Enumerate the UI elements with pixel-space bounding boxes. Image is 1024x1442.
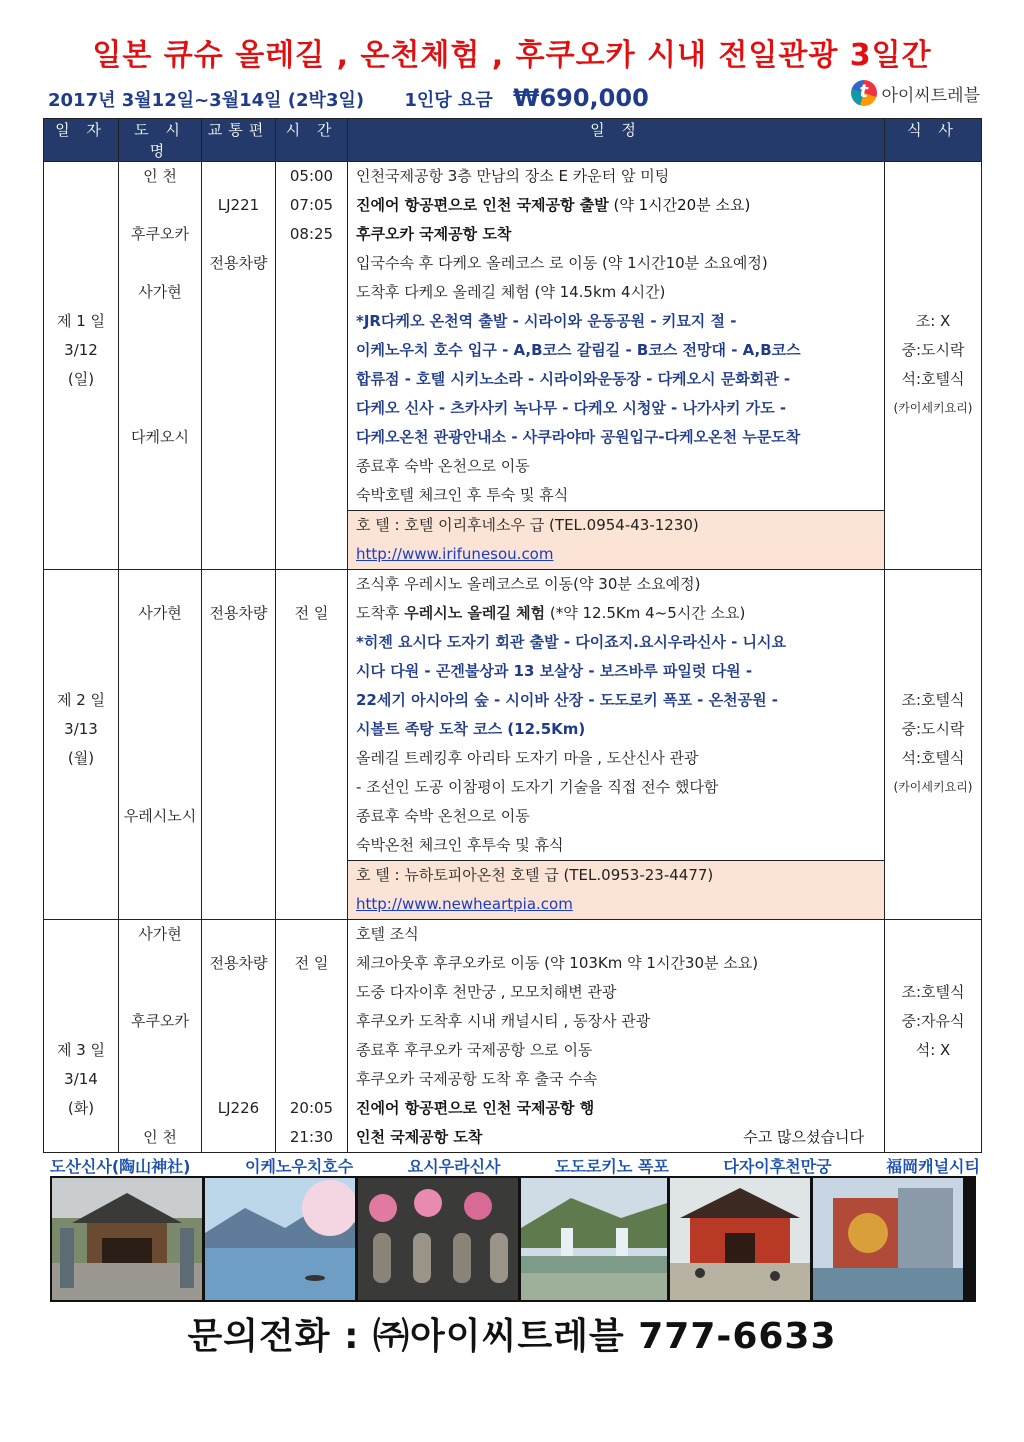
schedule-line [356,802,884,831]
city-cell-entry: 사가현 [138,604,182,622]
caption-canal-city: 福岡캐널시티 [886,1157,980,1176]
schedule-line [356,1094,884,1123]
company-logo [851,80,980,106]
schedule-line [356,949,884,978]
schedule-text: 체크아웃후 후쿠오카로 이동 (약 103Km 약 1시간30분 소요) [356,954,759,972]
col-header-schedule: 일 정 [348,119,885,162]
schedule-text: 진에어 항공편으로 인천 국제공항 출발 [356,196,609,214]
trip-info [48,84,663,112]
schedule-text: 입국수속 후 다케오 올레코스 로 이동 (약 1시간10분 소요예정) [356,254,768,272]
logo-text: 아이씨트레블 [881,85,980,106]
trip-dates: 2017년 3월12일~3월14일 (2박3일) [48,90,365,111]
schedule-text: 도중 다자이후 천만궁 , 모모치해변 관광 [356,983,617,1001]
schedule-text: 숙박호텔 체크인 후 투숙 및 휴식 [356,486,569,504]
schedule-text: 종료후 숙박 온천으로 이동 [356,807,530,825]
contact-phone[interactable]: 문의전화 : ㈜아이씨트레블 777-6633 [187,1316,837,1357]
city-cell-entry: 후쿠오카 [131,225,189,243]
schedule-text: 다케오온천 관광안내소 - 사쿠라야마 공원입구-다케오온천 누문도착 [356,428,801,446]
schedule-line [356,220,884,249]
schedule-line [356,657,884,686]
schedule-line [356,744,884,773]
time-cell-entry: 08:25 [289,225,334,243]
schedule-line [356,920,884,949]
day-label: 제 2 일 [56,691,106,709]
schedule-line [356,1007,884,1036]
day-label: (일) [67,370,95,388]
city-cell-entry: 사가현 [138,283,182,301]
schedule-text: 조식후 우레시노 올레코스로 이동(약 30분 소요예정) [356,575,701,593]
day-label-cell [44,920,119,1153]
schedule-line [356,452,884,481]
schedule-line [356,423,884,452]
meal-entry: 중:도시락 [901,341,965,359]
hotel-name: 호 텔 : 뉴하토피아온천 호텔 급 (TEL.0953-23-4477) [356,866,714,884]
photo-yoshiura-shrine [358,1178,518,1300]
col-header-transport: 교통편 [202,119,276,162]
transport-cell-entry: 전용차량 [209,254,268,272]
time-cell-entry: 05:00 [289,167,334,185]
hotel-info [348,860,884,919]
time-cell-entry: 20:05 [289,1099,334,1117]
city-cell-entry: 인 천 [143,167,177,185]
schedule-text: 진에어 항공편으로 인천 국제공항 행 [356,1099,595,1117]
meal-entry: 석:호텔식 [901,370,965,388]
city-cell-entry: 후쿠오카 [131,1012,189,1030]
col-header-city: 도 시 명 [119,119,202,162]
schedule-line [356,1065,884,1094]
meal-note: (카이세키요리) [893,401,973,415]
meal-entry: 중:자유식 [901,1012,965,1030]
table-header [44,119,982,162]
time-cell [276,570,348,920]
transport-cell-entry: 전용차량 [209,604,268,622]
col-header-meal: 식 사 [885,119,982,162]
caption-yoshiura-shrine: 요시우라신사 [407,1157,501,1176]
schedule-text: - 조선인 도공 이참평이 도자기 기술을 직접 전수 했다함 [356,778,719,796]
schedule-text: 후쿠오카 국제공항 도착 후 출국 수속 [356,1070,598,1088]
schedule-text: 숙박온천 체크인 후투숙 및 휴식 [356,836,564,854]
meal-entry: 조: X [915,312,951,330]
schedule-cell [348,570,885,920]
schedule-line [356,191,884,220]
photo-dazaifu [670,1178,810,1300]
transport-cell [202,570,276,920]
meal-entry: 조:호텔식 [901,983,965,1001]
schedule-cell [348,920,885,1153]
transport-cell-entry: LJ226 [217,1099,260,1117]
schedule-line [356,599,884,628]
schedule-text: 합류점 - 호텔 시키노소라 - 시라이와운동장 - 다케오시 문화회관 - [356,370,791,388]
schedule-text: 인천국제공항 3층 만남의 장소 E 카운터 앞 미팅 [356,167,670,185]
schedule-line [356,394,884,423]
hotel-link[interactable]: http://www.newheartpia.com [356,895,573,913]
schedule-text: 올레길 트레킹후 아리타 도자기 마을 , 도산신사 관광 [356,749,699,767]
hotel-link[interactable]: http://www.irifunesou.com [356,545,554,563]
schedule-line [356,831,884,860]
day-label: 3/13 [64,720,98,738]
schedule-text: 종료후 후쿠오카 국제공항 으로 이동 [356,1041,593,1059]
transport-cell [202,162,276,570]
schedule-text: *JR다케오 온천역 출발 - 시라이와 운동공원 - 키묘지 절 - [356,312,737,330]
time-cell [276,920,348,1153]
transport-cell-entry: LJ221 [217,196,260,214]
city-cell-entry: 다케오시 [131,428,189,446]
schedule-line [356,570,884,599]
schedule-line [356,715,884,744]
col-header-time: 시 간 [276,119,348,162]
meal-entry: 조:호텔식 [901,691,965,709]
schedule-text: 호텔 조식 [356,925,419,943]
city-cell-entry: 우레시노시 [123,807,197,825]
day-label: 3/12 [64,341,98,359]
schedule-highlight: 우레시노 올레길 체험 [404,604,546,622]
photo-captions [50,1154,980,1177]
schedule-text: 후쿠오카 국제공항 도착 [356,225,512,243]
day-row [44,920,982,1153]
photo-canal-city [813,1178,963,1300]
caption-todoroki-falls: 도도로키노 폭포 [555,1157,669,1176]
hotel-name: 호 텔 : 호텔 이리후네소우 급 (TEL.0954-43-1230) [356,516,699,534]
schedule-text: 다케오 신사 - 츠카사키 녹나무 - 다케오 시청앞 - 나가사키 가도 - [356,399,787,417]
schedule-note: (*약 12.5Km 4~5시간 소요) [545,604,746,622]
day-label-cell [44,162,119,570]
transport-cell [202,920,276,1153]
farewell-text: 수고 많으셨습니다 [743,1128,864,1146]
meal-cell [885,570,982,920]
transport-cell-entry: 전용차량 [209,954,268,972]
meal-note: (카이세키요리) [893,780,973,794]
day-label-cell [44,570,119,920]
day-label: 제 3 일 [56,1041,106,1059]
time-cell-entry: 전 일 [294,604,329,622]
schedule-line [356,278,884,307]
schedule-line [356,249,884,278]
schedule-line [356,686,884,715]
col-header-date: 일 자 [44,119,119,162]
meal-cell [885,162,982,570]
day-label: 3/14 [64,1070,98,1088]
schedule-line [356,365,884,394]
schedule-text: 인천 국제공항 도착 [356,1128,483,1146]
schedule-text: 22세기 아시아의 숲 - 시이바 산장 - 도도로키 폭포 - 온천공원 - [356,691,779,709]
schedule-line [356,307,884,336]
itinerary-table [43,118,982,1153]
caption-dazaifu: 다자이후천만궁 [723,1157,832,1176]
day-row [44,570,982,920]
schedule-text: *히젠 요시다 도자기 회관 출발 - 다이죠지.요시우라신사 - 니시요 [356,633,787,651]
schedule-line [356,1036,884,1065]
meal-entry: 중:도시락 [901,720,965,738]
schedule-line [356,336,884,365]
schedule-text: 후쿠오카 도착후 시내 캐널시티 , 동장사 관광 [356,1012,651,1030]
photo-strip [50,1176,976,1302]
price-value: ₩690,000 [512,84,649,112]
meal-cell [885,920,982,1153]
meal-entry: 석:호텔식 [901,749,965,767]
logo-icon [851,80,877,106]
city-cell [119,162,202,570]
time-cell [276,162,348,570]
city-cell [119,570,202,920]
day-row [44,162,982,570]
schedule-note: (약 1시간20분 소요) [608,196,751,214]
day-label: 제 1 일 [56,312,106,330]
schedule-text: 종료후 숙박 온천으로 이동 [356,457,530,475]
caption-ikenouchi-lake: 이케노우치호수 [245,1157,354,1176]
city-cell [119,920,202,1153]
schedule-text: 시볼트 족탕 도착 코스 (12.5Km) [356,720,586,738]
schedule-cell [348,162,885,570]
time-cell-entry: 21:30 [289,1128,334,1146]
photo-ikenouchi-lake [205,1178,355,1300]
price-label: 1인당 요금 [404,90,493,111]
schedule-line [356,1123,884,1152]
photo-todoroki-falls [521,1178,667,1300]
schedule-line [356,628,884,657]
schedule-line [356,773,884,802]
photo-tosan-shrine [52,1178,202,1300]
city-cell-entry: 인 천 [143,1128,177,1146]
hotel-info [348,510,884,569]
page-title: 일본 큐슈 올레길 , 온천체험 , 후쿠오카 시내 전일관광 3일간 [92,38,932,73]
schedule-text: 시다 다원 - 곤겐불상과 13 보살상 - 보즈바루 파일럿 다원 - [356,662,753,680]
schedule-text: 이케노우치 호수 입구 - A,B코스 갈림길 - B코스 전망대 - A,B코스 [356,341,801,359]
day-label: (월) [67,749,95,767]
time-cell-entry: 전 일 [294,954,329,972]
schedule-line [356,481,884,510]
meal-entry: 석: X [915,1041,951,1059]
city-cell-entry: 사가현 [138,925,182,943]
schedule-line [356,162,884,191]
caption-tosan-shrine: 도산신사(陶山神社) [50,1157,191,1176]
schedule-text: 도착후 [356,604,405,622]
day-label: (화) [67,1099,95,1117]
schedule-line [356,978,884,1007]
schedule-text: 도착후 다케오 올레길 체험 (약 14.5km 4시간) [356,283,666,301]
time-cell-entry: 07:05 [289,196,334,214]
